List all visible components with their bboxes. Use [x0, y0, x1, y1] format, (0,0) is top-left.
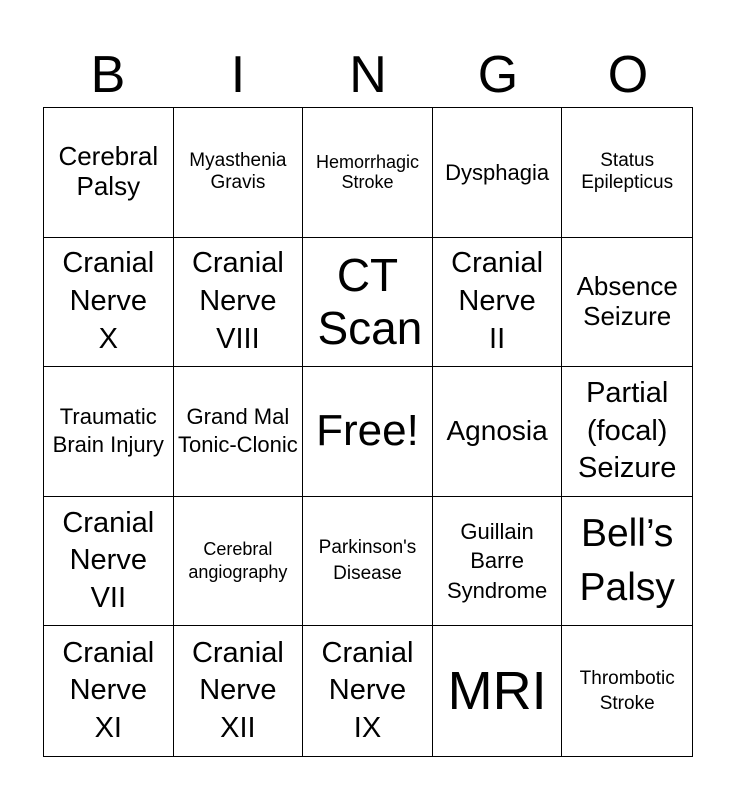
bingo-cell-label: CT Scan [317, 249, 423, 354]
bingo-header [43, 42, 693, 108]
bingo-cell-label: Myasthenia Gravis [189, 150, 287, 194]
bingo-cell[interactable] [303, 108, 433, 238]
bingo-card-grid [43, 107, 693, 757]
header-letter-o: O [607, 46, 649, 104]
bingo-cell-label: Cranial Nerve X [62, 247, 155, 355]
header-letter-n: N [349, 46, 387, 104]
bingo-cell-label: Parkinson's Disease [318, 537, 417, 585]
bingo-cell[interactable] [44, 108, 174, 238]
free-space-label: Free! [316, 406, 419, 456]
bingo-cell[interactable] [562, 497, 692, 627]
header-letter-i: I [230, 46, 246, 104]
header-letter-g: G [477, 46, 519, 104]
bingo-cell-label: Traumatic Brain Injury [52, 403, 164, 458]
bingo-cell[interactable] [433, 367, 563, 497]
bingo-cell-label: Cerebral Palsy [58, 141, 159, 202]
bingo-cell[interactable] [44, 367, 174, 497]
bingo-cell-label: Cranial Nerve II [451, 247, 544, 355]
bingo-cell-label: Cranial Nerve VII [62, 506, 155, 614]
bingo-cell[interactable] [303, 626, 433, 756]
bingo-cell[interactable] [44, 238, 174, 368]
bingo-cell[interactable] [174, 108, 304, 238]
bingo-cell[interactable] [433, 497, 563, 627]
bingo-cell[interactable] [433, 108, 563, 238]
bingo-cell-label: Cranial Nerve XII [191, 636, 284, 745]
bingo-cell-label: Cranial Nerve IX [321, 636, 414, 745]
bingo-cell[interactable] [433, 238, 563, 368]
bingo-cell-label: Partial (focal) Seizure [578, 376, 677, 485]
bingo-cell[interactable] [433, 626, 563, 756]
bingo-cell-label: Grand Mal Tonic-Clonic [177, 403, 298, 458]
bingo-cell[interactable] [303, 238, 433, 368]
bingo-cell[interactable] [174, 238, 304, 368]
header-letter-b: B [90, 46, 126, 104]
bingo-cell-label: MRI [447, 661, 547, 722]
bingo-cell-label: Cranial Nerve VIII [191, 247, 284, 355]
bingo-cell[interactable] [174, 367, 304, 497]
bingo-cell[interactable] [44, 497, 174, 627]
bingo-cell[interactable] [174, 626, 304, 756]
bingo-cell[interactable] [562, 626, 692, 756]
bingo-cell-label: Dysphagia [445, 159, 550, 185]
bingo-cell[interactable] [562, 108, 692, 238]
bingo-cell-label: Cranial Nerve XI [62, 636, 155, 745]
bingo-cell-label: Hemorrhagic Stroke [315, 151, 420, 193]
bingo-cell-label: Absence Seizure [576, 271, 678, 331]
bingo-cell[interactable] [562, 367, 692, 497]
bingo-cell-label: Agnosia [446, 415, 548, 447]
free-space-cell[interactable] [303, 367, 433, 497]
bingo-cell-label: Status Epilepticus [581, 150, 674, 194]
bingo-cell[interactable] [562, 238, 692, 368]
bingo-cell-label: Guillain Barre Syndrome [446, 518, 548, 603]
bingo-cell-label: Bell’s Palsy [579, 511, 675, 610]
bingo-cell[interactable] [44, 626, 174, 756]
bingo-cell[interactable] [174, 497, 304, 627]
bingo-cell-label: Cerebral angiography [188, 538, 288, 583]
bingo-cell-label: Thrombotic Stroke [579, 667, 675, 715]
bingo-cell[interactable] [303, 497, 433, 627]
